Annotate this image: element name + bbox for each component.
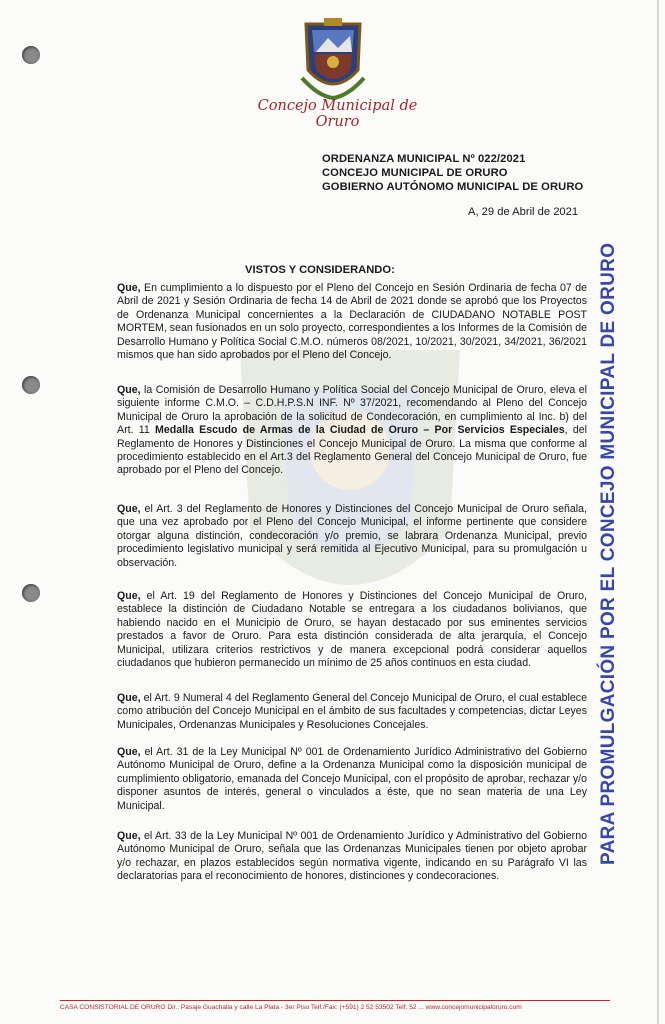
punch-hole (22, 584, 40, 602)
punch-hole (22, 46, 40, 64)
paragraph-lead: Que, (117, 746, 141, 758)
paragraph-text: el Art. 31 de la Ley Municipal Nº 001 de Ordenamiento Jurídico Administrativo del Gobierno Autónomo Municipal de Oruro, define a la Ordenanza Municipal como la disposición municipal de cumplimiento obligatorio, emanada del Concejo Municipal, con el propósito de aprobar, rechazar y/o disponer asuntos de interés, general o vinculados a éste, que no sean materia de una Ley Municipal. (117, 746, 587, 812)
stamp-text: PARA PROMULGACIÓN POR EL CONCEJO MUNICIPAL DE ORURO (598, 242, 619, 865)
paragraph (117, 282, 587, 362)
punch-hole (22, 376, 40, 394)
medal-name: Medalla Escudo de Armas de la Ciudad de Oruro – Por Servicios Especiales (155, 424, 565, 437)
paragraph-text: la Comisión de Desarrollo Humano y Política Social del Concejo Municipal de Oruro, eleva el siguiente informe C.M.O. – C.D.H.P.S.N INF. Nº 37/2021, recomendando al Pleno del Concejo Municipal de Oruro la aprobación de la solicitud de Condecoración, en cumplimiento al Inc. b) del Art. 11 (117, 384, 587, 437)
council-title: CONCEJO MUNICIPAL DE ORURO (322, 167, 508, 179)
paragraph-text: , del Reglamento de Honores y Distinciones el Concejo Municipal de Oruro. La misma que conforme al procedimiento establecido en el Art.3 del Reglamento General del Concejo Municipal de Oruro, fue aprobado por el Pleno del Concejo. (117, 424, 587, 477)
paragraph-text: En cumplimiento a lo dispuesto por el Pleno del Concejo en Sesión Ordinaria de fecha 07 de Abril de 2021 y Sesión Ordinaria de fecha 14 de Abril de 2021 donde se aprobó que los Proyectos de Ordenanza Municipal concernientes a la Declaración de CIUDADANO NOTABLE POST MORTEM, sean fusionados en un solo proyecto, correspondientes a los Informes de la Comisión de Desarrollo Humano y Política Social C.M.O. números 08/2021, 10/2021, 30/2021, 34/2021, 36/2021 mismos que han sido aprobados por el Pleno del Concejo. (117, 282, 587, 362)
paragraph-lead: Que, (117, 384, 141, 396)
paragraph-lead: Que, (117, 692, 141, 704)
paragraph (117, 746, 587, 813)
paragraph (117, 503, 587, 570)
footer-divider (60, 1000, 610, 1001)
promulgation-stamp (594, 242, 624, 865)
paper-fold (657, 0, 659, 1024)
paragraph-text: el Art. 3 del Reglamento de Honores y Distinciones del Concejo Municipal de Oruro señala, que una vez aprobado por el Pleno del Concejo Municipal, el informe pertinente que considere otorgar alguna distinción, condecoración y/o premio, se labrara Ordenanza Municipal, previo procedimiento legislativo municipal y será remitida al Ejecutivo Municipal, para su promulgación u observación. (117, 503, 587, 569)
paragraph (117, 384, 587, 478)
coat-of-arms-icon (298, 18, 368, 100)
paragraph-lead: Que, (117, 503, 141, 515)
paragraph (117, 590, 587, 670)
government-title: GOBIERNO AUTÓNOMO MUNICIPAL DE ORURO (322, 181, 584, 193)
paragraph-lead: Que, (117, 282, 141, 294)
ordinance-number: ORDENANZA MUNICIPAL Nº 022/2021 (322, 153, 526, 165)
council-name-script: Concejo Municipal de Oruro (257, 98, 418, 130)
paragraph (117, 692, 587, 732)
paragraph-lead: Que, (117, 590, 141, 602)
paragraph-text: el Art. 19 del Reglamento de Honores y Distinciones del Concejo Municipal de Oruro, establece la distinción de Ciudadano Notable se entregara a los ciudadanos bolivianos, que habiendo nacido en el Municipio de Oruro, se hayan destacado por sus eminentes servicios prestados a favor de Oruro. Para esta distinción considerada de alta jerarquía, el Concejo Municipal, utilizara criterios restrictivos y de manera excepcional podrá considerar aquellos ciudadanos que hubieron permanecido un mínimo de 25 años continuos en esta ciudad. (117, 590, 587, 670)
paragraph-text: el Art. 33 de la Ley Municipal Nº 001 de Ordenamiento Jurídico y Administrativo del Gobierno Autónomo Municipal de Oruro, señala que las Ordenanzas Municipales tienen por objeto aprobar y/o rechazar, en plazos establecidos según normativa vigente, indicando en su Parágrafo VI las declaratorias para el reconocimiento de honores, distinciones y condecoraciones. (117, 830, 587, 883)
section-title: VISTOS Y CONSIDERANDO: (245, 264, 395, 276)
document-date: A, 29 de Abril de 2021 (468, 206, 579, 218)
footer-address: CASA CONSISTORIAL DE ORURO Dir.: Pasaje Guachalla y calle La Plata - 3er Piso Telf./Fax: (+591) 2 52 53502 Telf. 52 ... www.concejomunicipaloruro.com (60, 1004, 522, 1011)
paragraph (117, 830, 587, 884)
paragraph-lead: Que, (117, 830, 141, 842)
paragraph-text: el Art. 9 Numeral 4 del Reglamento General del Concejo Municipal de Oruro, el cual establece como atribución del Concejo Municipal en el ámbito de sus facultades y competencias, dictar Leyes Municipales, Ordenanzas Municipales y Resoluciones Concejales. (117, 692, 587, 731)
